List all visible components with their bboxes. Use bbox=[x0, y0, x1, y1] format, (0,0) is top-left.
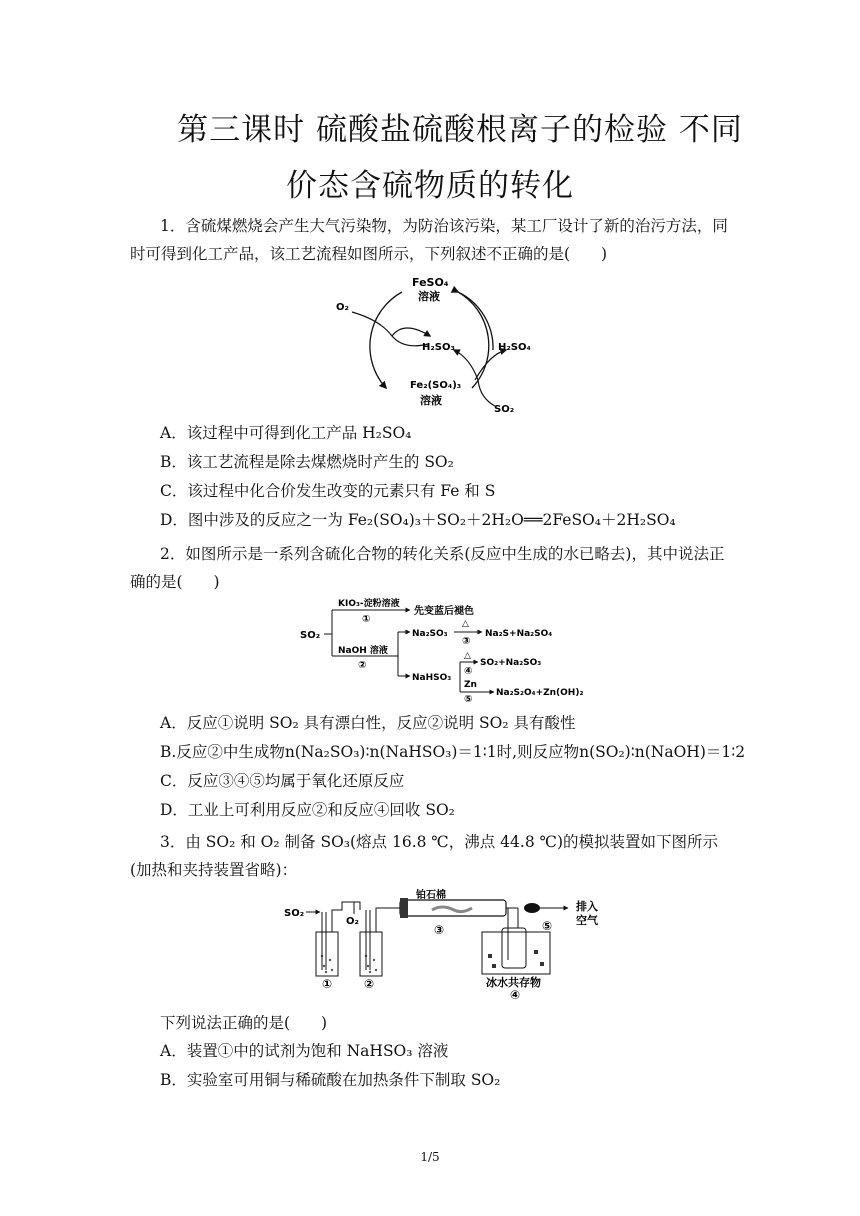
question-3-stem: 3．由 SO₂ 和 O₂ 制备 SO₃(熔点 16.8 ℃，沸点 44.8 ℃)的模拟装置如下图所示(加热和夹持装置省略)： bbox=[130, 833, 719, 879]
q2-option-c: C．反应③④⑤均属于氧化还原反应 bbox=[160, 772, 405, 790]
bottle-1-liquid bbox=[321, 955, 333, 973]
q3-option-b: B．实验室可用铜与稀硫酸在加热条件下制取 SO₂ bbox=[160, 1071, 501, 1089]
q2-delta-3-label: △ bbox=[462, 619, 469, 629]
q3-o2-label: O₂ bbox=[346, 916, 359, 927]
q2-zn-label: Zn bbox=[464, 680, 477, 690]
q2-na2so3-label: Na₂SO₃ bbox=[412, 629, 448, 639]
q2-nahso3-label: NaHSO₃ bbox=[412, 673, 452, 683]
question-1-stem: 1．含硫煤燃烧会产生大气污染物，为防治该污染，某工厂设计了新的治污方法，同时可得到化工产品，该工艺流程如图所示，下列叙述不正确的是( ) bbox=[130, 217, 728, 263]
q1-feso4-solution-label: 溶液 bbox=[418, 290, 440, 303]
q1-option-c: C．该过程中化合价发生改变的元素只有 Fe 和 S bbox=[160, 482, 496, 500]
q2-result-4-label: SO₂+Na₂SO₃ bbox=[480, 658, 542, 668]
q2-result-5-label: Na₂S₂O₄+Zn(OH)₂ bbox=[496, 688, 584, 698]
q3-num-5: ⑤ bbox=[542, 919, 553, 933]
q1-so2-label: SO₂ bbox=[494, 404, 515, 415]
question-2-stem: 2．如图所示是一系列含硫化合物的转化关系(反应中生成的水已略去)，其中说法正确的是( ) bbox=[130, 545, 725, 591]
q3-num-1: ① bbox=[322, 977, 333, 991]
q3-exhaust-label-1: 排入 bbox=[576, 900, 598, 913]
q3-exhaust-label-2: 空气 bbox=[576, 914, 598, 927]
q1-o2-label: O₂ bbox=[336, 302, 349, 313]
q3-so2-label: SO₂ bbox=[284, 908, 305, 919]
q2-option-a: A．反应①说明 SO₂ 具有漂白性，反应②说明 SO₂ 具有酸性 bbox=[160, 714, 576, 732]
q2-naoh-label: NaOH 溶液 bbox=[338, 646, 388, 656]
q2-so2-label: SO₂ bbox=[300, 630, 321, 641]
q3-num-4: ④ bbox=[510, 988, 521, 1000]
q3-apparatus-diagram bbox=[282, 888, 612, 1000]
q1-option-a: A．该过程中可得到化工产品 H₂SO₄ bbox=[160, 424, 412, 442]
q1-h2so4-label: H₂SO₄ bbox=[498, 342, 531, 353]
page-title-line2: 价态含硫物质的转化 bbox=[286, 168, 574, 204]
q2-reaction-1-label: ① bbox=[362, 614, 371, 625]
q2-delta-4-label: △ bbox=[464, 651, 471, 661]
q2-reaction-2-label: ② bbox=[358, 660, 367, 671]
bottle-2-liquid bbox=[365, 955, 377, 973]
q2-kio3-label: KIO₃-淀粉溶液 bbox=[338, 599, 400, 609]
q3-num-3: ③ bbox=[434, 923, 445, 937]
q1-option-d: D．图中涉及的反应之一为 Fe₂(SO₄)₃＋SO₂＋2H₂O══2FeSO₄＋2H₂SO₄ bbox=[160, 511, 676, 529]
bottle-2 bbox=[360, 932, 382, 976]
ice-pieces bbox=[488, 950, 544, 968]
q2-option-b: B.反应②中生成物n(Na₂SO₃)∶n(NaHSO₃)＝1∶1时,则反应物n(SO₂)∶n(NaOH)＝1∶2 bbox=[160, 743, 746, 761]
q3-after-text: 下列说法正确的是( ) bbox=[160, 1014, 328, 1032]
q2-result-1-label: 先变蓝后褪色 bbox=[414, 606, 474, 617]
q2-reaction-4-label: ④ bbox=[464, 666, 473, 677]
q2-reaction-diagram bbox=[298, 596, 598, 702]
q2-result-3-label: Na₂S+Na₂SO₄ bbox=[485, 629, 553, 639]
page-title-line1: 第三课时 硫酸盐硫酸根离子的检验 不同 bbox=[177, 112, 743, 148]
collection-bottle bbox=[502, 928, 526, 968]
q1-fe2so43-label: Fe₂(SO₄)₃ bbox=[410, 380, 462, 391]
q1-cycle-diagram bbox=[330, 270, 560, 420]
q1-option-b: B．该工艺流程是除去煤燃烧时产生的 SO₂ bbox=[160, 453, 454, 471]
q2-option-d: D．工业上可利用反应②和反应④回收 SO₂ bbox=[160, 801, 455, 819]
q1-feso4-label: FeSO₄ bbox=[412, 276, 449, 289]
page-number: 1/5 bbox=[420, 1150, 440, 1164]
q3-pt-label: 铂石棉 bbox=[416, 890, 446, 901]
q2-reaction-3-label: ③ bbox=[462, 636, 471, 647]
bottle-1 bbox=[316, 932, 338, 976]
q1-h2so3-label: H₂SO₃ bbox=[422, 342, 455, 353]
q1-fe2-solution-label: 溶液 bbox=[420, 394, 442, 407]
q3-ice-label: 冰水共存物 bbox=[486, 976, 541, 989]
q3-option-a: A．装置①中的试剂为饱和 NaHSO₃ 溶液 bbox=[160, 1042, 449, 1060]
q2-reaction-5-label: ⑤ bbox=[464, 694, 473, 702]
q3-num-2: ② bbox=[364, 977, 375, 991]
